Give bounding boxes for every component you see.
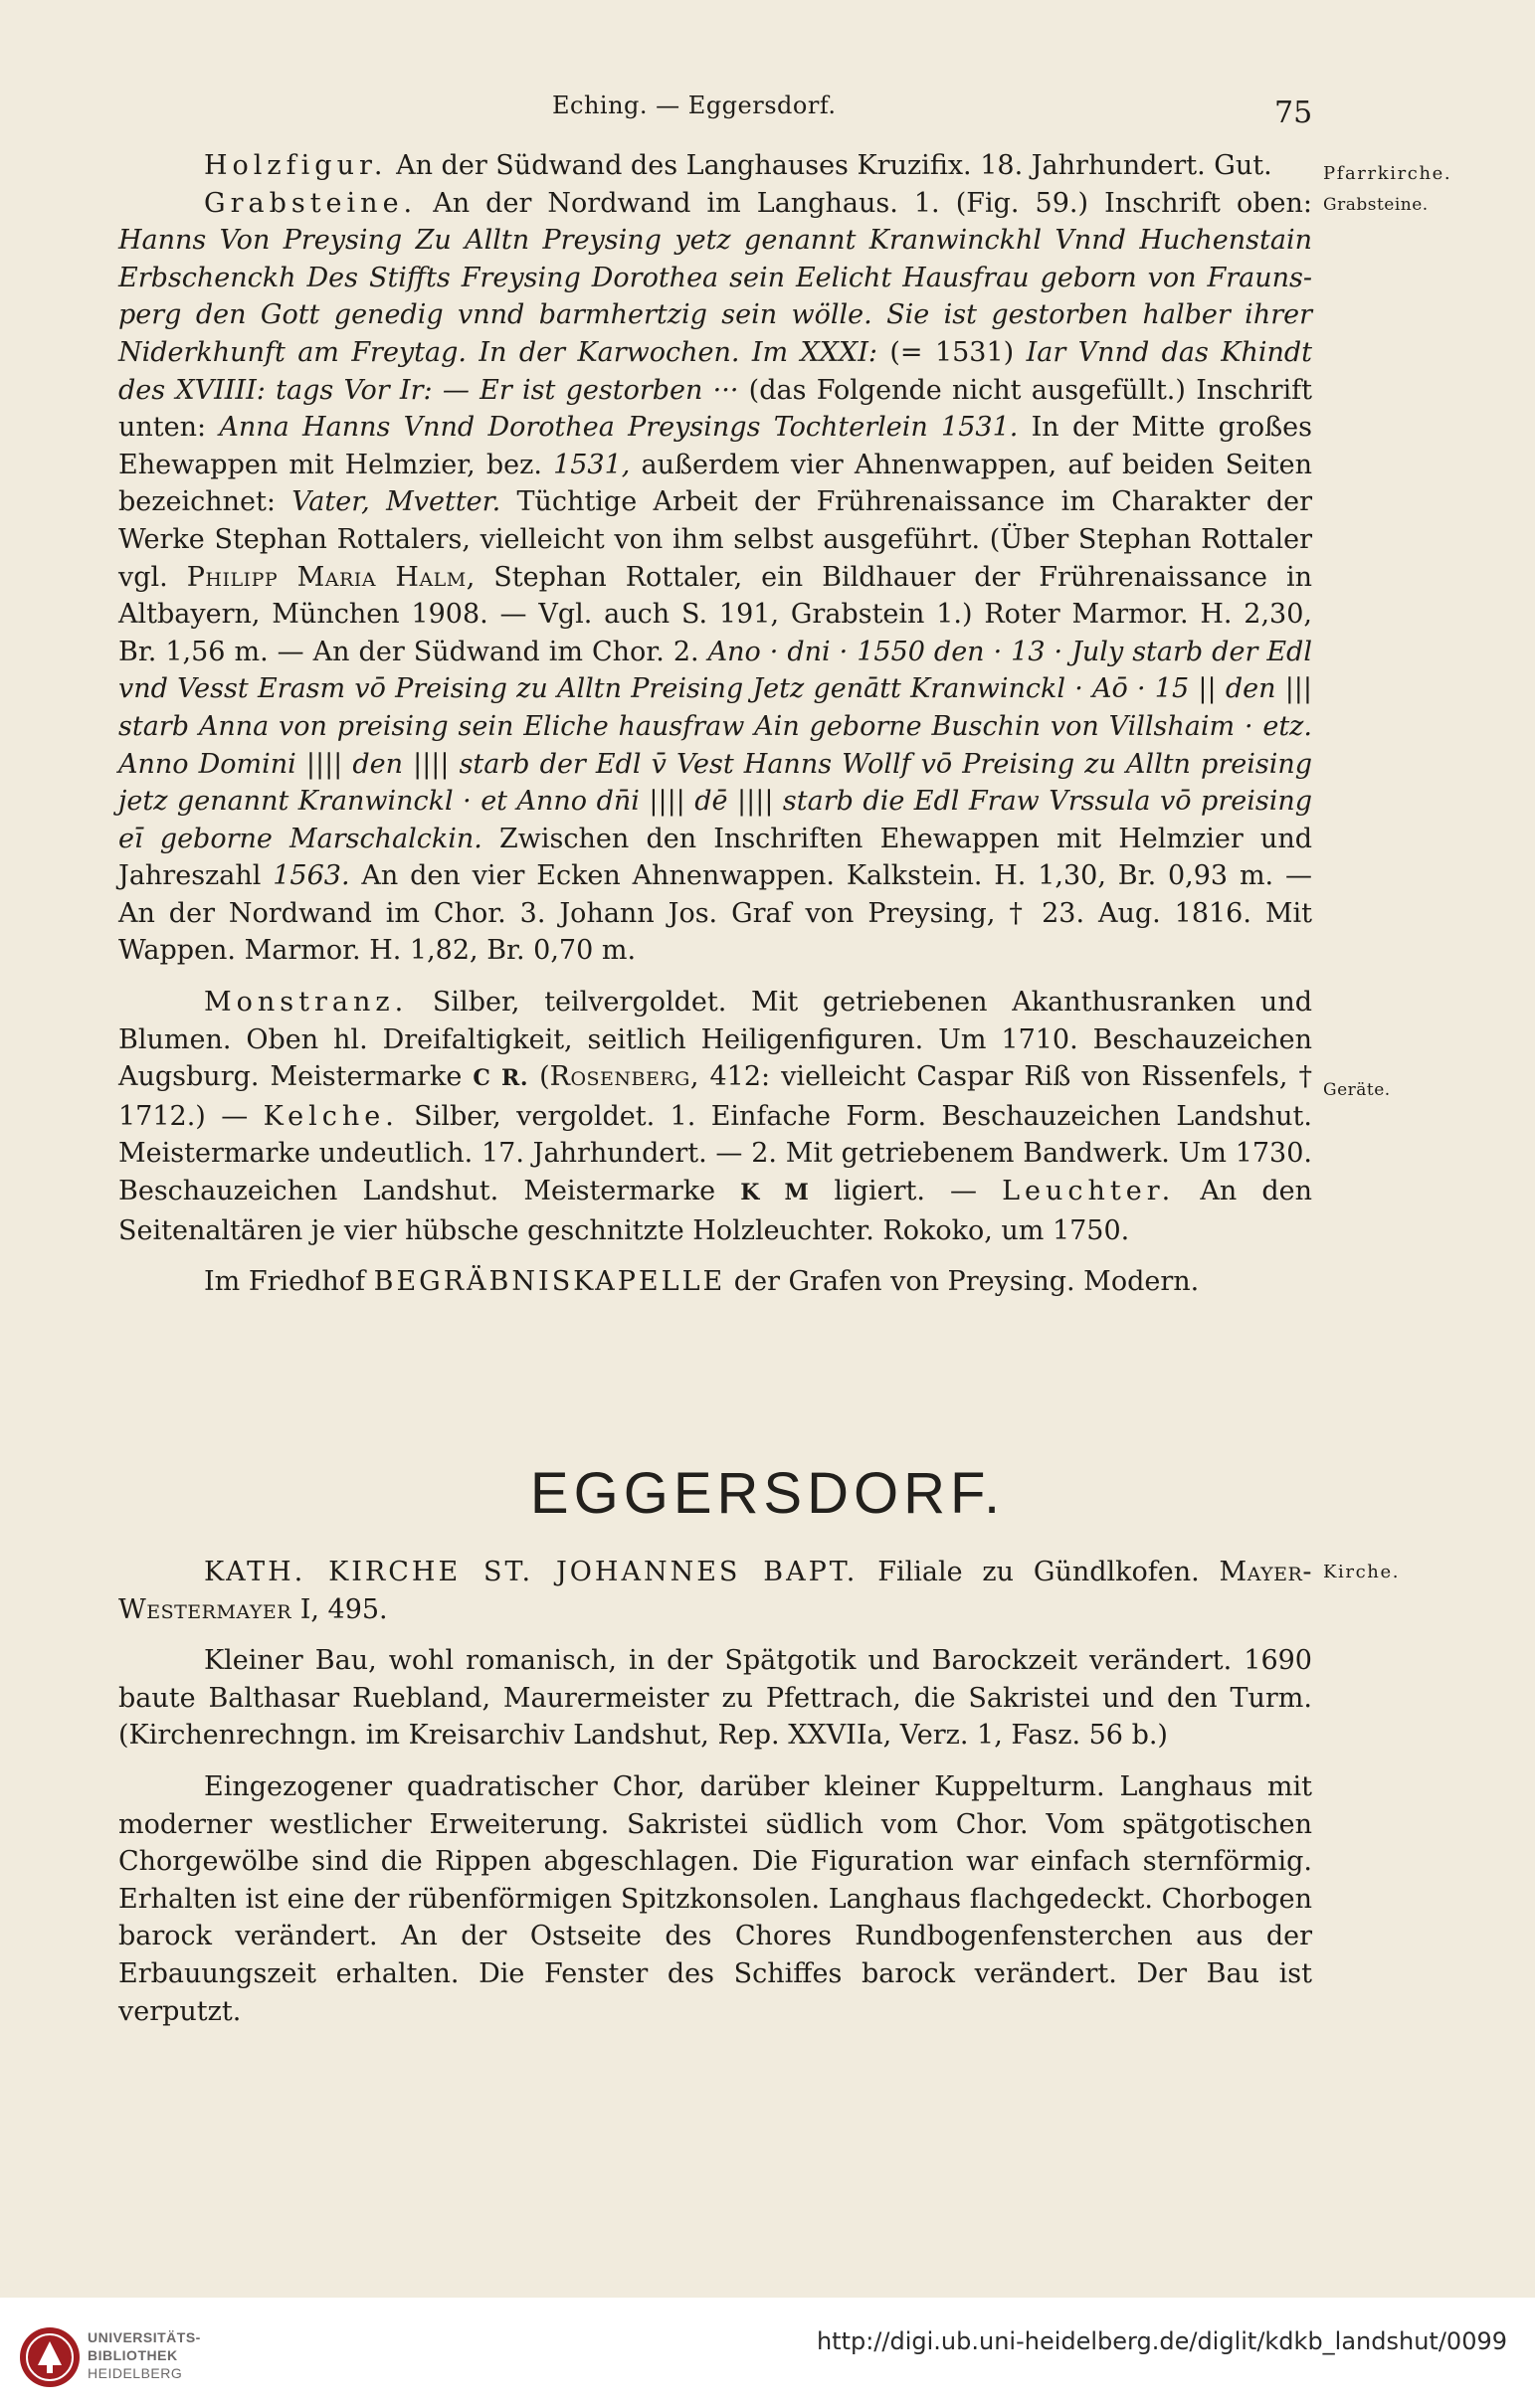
author-name: Mayer-Westermayer (118, 1557, 1312, 1625)
margin-note-grabsteine: Grabsteine. (1323, 195, 1429, 215)
author-name: Rosenberg (549, 1061, 690, 1093)
margin-note-kirche: Kirche. (1323, 1562, 1401, 1582)
lead-term: Holzfigur. (204, 150, 388, 181)
library-name-line3: HEIDELBERG (88, 2365, 183, 2381)
section-heading: EGGERSDORF. (529, 1461, 1006, 1526)
lead-term: BEGRÄBNISKAPELLE (373, 1266, 726, 1298)
library-name-line2: BIBLIOTHEK (88, 2347, 178, 2363)
footer-bar (0, 2298, 1535, 2408)
paragraph-bau: Kleiner Bau, wohl romanisch, in der Spätgotik und Barockzeit verändert. 1690 baute Balthasar Ruebland, Maurermeister zu Pfettrach, die Sakristei und den Turm. (Kirchenrechngn. im Kreisarchiv Landshut, Rep. XXVIIa, Verz. 1, Fasz. 56 b.) (118, 1645, 1312, 1752)
lead-term: Leuchter. (1002, 1176, 1176, 1207)
lead-term: Grabsteine. (204, 187, 418, 219)
library-name-line1: UNIVERSITÄTS- (88, 2329, 201, 2345)
margin-note-pfarrkirche: Pfarrkirche. (1323, 163, 1452, 184)
page-header (0, 92, 1535, 131)
inscription-text: Iar Vnnd das Khindt des XVIIII: tags Vor Ir: — Er ist gestorben ··· (118, 336, 1313, 406)
paragraph-kirche: KATH. KIRCHE ST. JOHANNES BAPT. Filiale zu Gündlkofen. Mayer-Westermayer I, 495. (118, 1557, 1312, 1625)
page-number: 75 (1274, 95, 1313, 130)
author-name: Philipp Maria Halm (186, 561, 467, 593)
running-title: Eching. — Eggersdorf. (552, 92, 837, 119)
paragraph-monstranz: Monstranz. Silber, teilvergoldet. Mit getriebenen Akanthusranken und Blumen. Oben hl. Dreifaltigkeit, seitlich Heiligenfiguren. Um 1710. Beschauzeichen Augsburg. Meistermarke C R. (Rosenberg, 412: vielleicht Caspar Riß von Rissenfels, † 1712.) — Kelche. Silber, vergoldet. 1. Einfache Form. Beschauzeichen Landshut. Meistermarke undeutlich. 17. Jahrhundert. — 2. Mit getriebenem Bandwerk. Um 1730. Beschauzeichen Landshut. Meistermarke K M ligiert. — Leuchter. An den Seitenaltären je vier hübsche geschnitzte Holzleuchter. Rokoko, um 1750. (118, 987, 1312, 1246)
paragraph-holzfigur: Holzfigur. An der Südwand des Langhauses Kruzifix. 18. Jahrhundert. Gut. (204, 150, 1272, 181)
inscription-text: Hanns Von Preysing Zu Alltn Preysing yetz genannt Kranwinckhl Vnnd Huchenstain Erbschenckh Des Stiffts Freysing Dorothea sein Eelicht Hausfrau geborn von Fraunsperg den Gott genedig vnnd barmhertzig sein wölle. Sie ist gestorben halber ihrer Niderkhunft am Freytag. In der Karwochen. Im XXXI: (118, 225, 1312, 368)
source-url-link[interactable]: http://digi.ub.uni-heidelberg.de/diglit/kdkb_landshut/0099 (816, 2327, 1507, 2355)
paragraph-beschreibung: Eingezogener quadratischer Chor, darüber kleiner Kuppelturm. Langhaus mit moderner westlicher Erweiterung. Sakristei südlich vom Chor. Vom spätgotischen Chorgewölbe sind die Rippen abgeschlagen. Die Figuration war einfach sternförmig. Erhalten ist eine der rübenförmigen Spitzkonsolen. Langhaus flachgedeckt. Chorbogen barock verändert. An der Ostseite des Chores Rundbogenfensterchen aus der Erbauungszeit erhalten. Die Fenster des Schiffes barock verändert. Der Bau ist verputzt. (118, 1770, 1312, 2027)
page-body-eggersdorf (118, 1554, 1312, 2030)
lead-term: KATH. KIRCHE ST. JOHANNES BAPT. (204, 1557, 859, 1587)
page-body (118, 147, 1312, 1301)
inscription-text: Ano · dni · 1550 den · 13 · July starb der Edl vnd Vesst Erasm vō Preising zu Alltn Preising Jetz genātt Kranwinckl · Aō · 15 || den ||| starb Anna von preising sein Eliche hausfraw Ain geborne Buschin von Villshaim · etz. Anno Domini |||| den |||| starb der Edl v̄ Vest Hanns Wollf vō Preising zu Alltn preising jetz genannt Kranwinckl · et Anno dn̄i |||| dē |||| starb die Edl Fraw Vrssula vō preising eī geborne Marschalckin. (118, 636, 1312, 854)
paragraph-friedhof: Im Friedhof BEGRÄBNISKAPELLE der Grafen von Preysing. Modern. (204, 1266, 1200, 1298)
master-mark: K M (740, 1180, 810, 1206)
master-mark: C R. (473, 1065, 528, 1092)
lead-term: Kelche. (263, 1100, 399, 1132)
paragraph-grabsteine: Grabsteine. An der Nordwand im Langhaus. 1. (Fig. 59.) Inschrift oben: Hanns Von Preysing Zu Alltn Preysing yetz genannt Kranwinckhl Vnnd Huchenstain Erbschenckh Des Stiffts Freysing Dorothea sein Eelicht Hausfrau geborn von Fraunsperg den Gott genedig vnnd barmhertzig sein wölle. Sie ist gestorben halber ihrer Niderkhunft am Freytag. In der Karwochen. Im XXXI: (= 1531) Iar Vnnd das Khindt des XVIIII: tags Vor Ir: — Er ist gestorben ··· (das Folgende nicht ausgefüllt.) Inschrift unten: Anna Hanns Vnnd Dorothea Preysings Tochterlein 1531. In der Mitte großes Ehewappen mit Helmzier, bez. 1531, außerdem vier Ahnenwappen, auf beiden Seiten bezeichnet: Vater, Mvetter. Tüchtige Arbeit der Frührenaissance im Charakter der Werke Stephan Rottalers, vielleicht von ihm selbst ausgeführt. (Über Stephan Rottaler vgl. Philipp Maria Halm, Stephan Rottaler, ein Bildhauer der Frührenaissance in Altbayern, München 1908. — Vgl. auch S. 191, Grabstein 1.) Roter Marmor. H. 2,30, Br. 1,56 m. — An der Südwand im Chor. 2. Ano · dni · 1550 den · 13 · July starb der Edl vnd Vesst Erasm vō Preising zu Alltn Preising Jetz genātt Kranwinckl · Aō · 15 || den ||| starb Anna von preising sein Eliche hausfraw Ain geborne Buschin von Villshaim · etz. Anno Domini |||| den |||| starb der Edl v̄ Vest Hanns Wollf vō Preising zu Alltn preising jetz genannt Kranwinckl · et Anno dn̄i |||| dē |||| starb die Edl Fraw Vrssula vō preising eī geborne Marschalckin. Zwischen den Inschriften Ehewappen mit Helmzier und Jahreszahl 1563. An den vier Ecken Ahnenwappen. Kalkstein. H. 1,30, Br. 0,93 m. — An der Nordwand im Chor. 3. Johann Jos. Graf von Preysing, † 23. Aug. 1816. Mit Wappen. Marmor. H. 1,82, Br. 0,70 m. (118, 187, 1313, 967)
lead-term: Monstranz. (204, 987, 409, 1019)
inscription-text: Anna Hanns Vnnd Dorothea Preysings Tochterlein 1531. (219, 412, 1019, 444)
margin-note-geraete: Geräte. (1323, 1080, 1391, 1100)
university-seal-icon (18, 2325, 82, 2389)
